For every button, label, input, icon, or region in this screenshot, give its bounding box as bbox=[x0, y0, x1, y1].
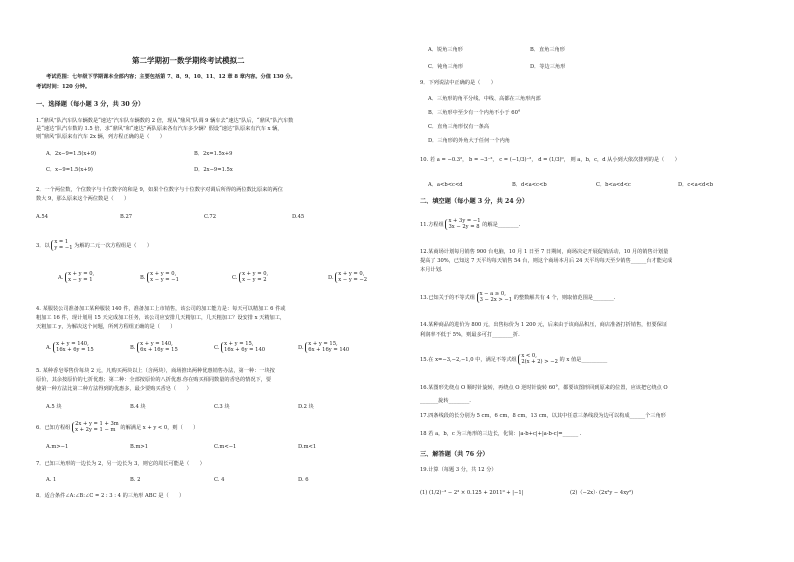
q4-line2: 粗加工 16 件，现计划用 15 天完成加工任务，该公司应安排几天精加工，几天粗加工？设安排 x 天精加工， bbox=[36, 315, 286, 321]
q3-prefix: 3．以 bbox=[36, 243, 50, 249]
q11-prefix: 11.方程组 bbox=[420, 222, 444, 228]
section-choice-heading: 一、选择题（每小题 3 分，共 30 分） bbox=[36, 101, 145, 108]
q10-option-b: B．d<a<c<b bbox=[512, 182, 547, 188]
q11-suffix: 的解是________. bbox=[482, 222, 521, 228]
q4-option-c bbox=[214, 342, 265, 353]
exam-title: 第二学期初一数学期终考试模拟二 bbox=[132, 56, 245, 65]
q15-system bbox=[518, 354, 558, 365]
q11-eq1: x + 3y = −1 bbox=[448, 218, 481, 224]
q3-option-d-label: D. bbox=[328, 275, 334, 281]
q7-stem: 7．已知三角形的一边长为 2，另一边长为 3，则它的周长可能是（ ） bbox=[36, 461, 205, 467]
q4-b-eq1: x + y = 140, bbox=[140, 341, 173, 347]
q10-option-a: A．a<b<c<d bbox=[428, 182, 463, 188]
q1-option-a: A．2x−9=1.5(x+9) bbox=[46, 151, 97, 157]
q4-option-c-system bbox=[221, 342, 265, 353]
q13-stem bbox=[420, 292, 615, 303]
q7-option-c: C. 4 bbox=[214, 477, 225, 483]
q3-c-eq2: x − y = 2 bbox=[242, 276, 267, 283]
q19-stem: 19.计算（每题 3 分，共 12 分） bbox=[420, 467, 497, 473]
section-fill-heading: 二、填空题（每小题 3 分，共 24 分） bbox=[420, 198, 529, 205]
q3-option-a-system bbox=[65, 272, 94, 283]
q15-stem bbox=[420, 354, 607, 365]
q3-option-d bbox=[328, 272, 367, 283]
q7-option-b: B. 2 bbox=[130, 477, 141, 483]
q2-option-b: B.27 bbox=[120, 214, 133, 220]
q3-b-eq2: x − y = −1 bbox=[150, 276, 179, 283]
q10-stem: 10. 若 a = −0.3²， b = −3⁻²， c = (−1/3)⁻²， d = (1/3)⁰， 则 a，b，c，d 从小到大依次排列的是（ ） bbox=[420, 157, 680, 163]
q17-stem: 17.四条线段的长分别为 5 cm，6 cm，8 cm，13 cm，以其中任意三条线段为边可以构成______个三角形 bbox=[420, 413, 666, 419]
q3-option-c-system bbox=[239, 272, 268, 283]
q4-d-eq1: x + y = 15, bbox=[308, 341, 338, 347]
q4-option-d-label: D. bbox=[298, 345, 304, 351]
q4-a-eq2: 16x + 6y = 15 bbox=[56, 346, 94, 353]
q8-stem: 8．适合条件∠A:∠B:∠C = 2 : 3 : 4 的三角形 ABC 是（ ） bbox=[36, 493, 185, 499]
q4-option-d bbox=[298, 342, 349, 353]
q4-option-b-label: B. bbox=[130, 345, 136, 351]
q3-option-b-system bbox=[147, 272, 179, 283]
q18-stem: 18 若 a，b，c 为三角形的三边长，化简：|a-b+c|+|a-b-c|=______ . bbox=[420, 431, 582, 437]
q3-stem bbox=[36, 240, 152, 251]
q6-option-c: C.m<−1 bbox=[214, 444, 237, 450]
q4-line1: 4. 某服装公司准备加工某种服装 140 件，准备加工上市销售，该公司的加工能力是：每天可以精加工 6 件或 bbox=[36, 306, 286, 312]
q1-line3: 则“鼎风”队原来有汽车 2x 辆，列方程正确的是（ ） bbox=[36, 134, 165, 140]
q15-eq1: x < 0, bbox=[521, 353, 537, 359]
q3-d-eq2: x − y = −2 bbox=[338, 276, 368, 283]
q7-option-d: D. 6 bbox=[298, 477, 309, 483]
q6-option-d: D.m<1 bbox=[298, 444, 317, 450]
q3-b-eq1: x + y = 0, bbox=[150, 271, 177, 277]
q5-line3: 使第一种方法比第二种方法得到的优惠多，最少要购买香皂（ ） bbox=[36, 386, 192, 392]
q14-line1: 14.某种商品的进价为 800 元，出售标价为 1 200 元，后来由于该商品积压，商店准备打折销售，但要保证 bbox=[420, 322, 668, 328]
q8-option-a: A．锐角三角形 bbox=[428, 47, 463, 53]
q9-option-a: A．三角形的角平分线、中线、高都在三角形内部 bbox=[428, 96, 541, 102]
q3-option-a-label: A. bbox=[58, 275, 64, 281]
q1-line1: 1.“鼎风”队汽车队车辆数是“速达”汽车队车辆数的 2 倍，现从“鼎风”队调 9 辆车去“速达”队后，“鼎风”队汽车数 bbox=[36, 118, 294, 124]
q6-eq1: 2x + y = 1 + 3m bbox=[75, 421, 119, 427]
q2-option-d: D.45 bbox=[292, 214, 305, 220]
q11-stem bbox=[420, 219, 520, 230]
q4-option-a-label: A. bbox=[46, 345, 52, 351]
q4-option-c-label: C. bbox=[214, 345, 220, 351]
q4-c-eq2: 16x + 6y = 140 bbox=[224, 346, 266, 353]
q16-line1: 16.某图形先绕点 O 顺时针旋转，再绕点 O 逆时针旋转 60°，都要该图形回到原来的位置，应该把它绕点 O bbox=[420, 385, 668, 391]
q8-option-d: D．等边三角形 bbox=[530, 64, 566, 70]
q3-eq1: x = 1 bbox=[54, 239, 69, 245]
q5-option-a: A.5 块 bbox=[46, 404, 62, 410]
q6-system bbox=[72, 422, 119, 433]
q3-d-eq1: x + y = 0, bbox=[338, 271, 365, 277]
q2-line2: 数大 9，那么原来这个两位数是（ ） bbox=[36, 196, 130, 202]
q4-option-d-system bbox=[305, 342, 349, 353]
q6-option-b: B.m>1 bbox=[130, 444, 149, 450]
q15-eq2: 2(x + 2) > −2 bbox=[521, 358, 558, 365]
q4-d-eq2: 6x + 16y = 140 bbox=[308, 346, 350, 353]
q8-option-b: B．直角三角形 bbox=[530, 47, 565, 53]
q4-b-eq2: 6x + 16y = 15 bbox=[140, 346, 178, 353]
q9-option-c: C．直角三角形仅有一条高 bbox=[428, 124, 490, 130]
q14-line2: 利润率不低于 5%，则最多可打________折. bbox=[420, 332, 520, 338]
q4-option-a bbox=[46, 342, 94, 353]
q9-option-b: B．三角形中至少有一个内角不小于 60° bbox=[428, 110, 521, 116]
q6-eq2: x + 2y = 1 − m bbox=[75, 426, 116, 433]
exam-note: 考试范围：七年级下学期课本全部内容；主要包括第 7、8、9、10、11、12 章 8 章内容。分值 130 分。 bbox=[46, 74, 296, 80]
q4-option-b bbox=[130, 342, 178, 353]
q5-line2: 原价，其余按原价的七折优惠；第二种：全部按原价的八折优惠.你在购买相同数量的香皂的情况下，要 bbox=[36, 377, 272, 383]
q3-option-b-label: B. bbox=[140, 275, 146, 281]
q3-option-b bbox=[140, 272, 179, 283]
q2-option-a: A.54 bbox=[36, 214, 48, 220]
section-solve-heading: 三、解答题（共 76 分） bbox=[420, 451, 489, 458]
q9-stem: 9．下列说法中正确的是（ ） bbox=[420, 80, 496, 86]
q5-line1: 5. 某种香皂零售价每块 2 元，凡购买两块以上（含两块），商场推出两种优惠销售办法，第一种：一块按 bbox=[36, 368, 275, 374]
q3-eq2: y = −1 bbox=[54, 244, 73, 251]
q13-eq2: 3 − 2x > −1 bbox=[479, 296, 513, 303]
q3-suffix: 为解的二元一次方程组是（ ） bbox=[74, 243, 153, 249]
q16-line2: _______旋转________. bbox=[420, 398, 471, 404]
q3-c-eq1: x + y = 0, bbox=[242, 271, 269, 277]
q5-option-c: C.3 块 bbox=[214, 404, 230, 410]
q4-c-eq1: x + y = 15, bbox=[224, 341, 254, 347]
q4-line3: 天粗加工 y，为解决这个问题，所列方程组正确的是（ ） bbox=[36, 324, 176, 330]
q9-option-d: D．三角形的外角大于任何一个内角 bbox=[428, 138, 510, 144]
q6-stem bbox=[36, 422, 198, 433]
q4-option-a-system bbox=[53, 342, 94, 353]
q6-prefix: 6．已知方程组 bbox=[36, 425, 71, 431]
q15-suffix: 的 x 值是__________ bbox=[559, 357, 608, 363]
q12-line3: 本月计划. bbox=[420, 267, 443, 273]
q10-option-d: D．c<a<d<b bbox=[678, 182, 714, 188]
q11-system bbox=[445, 219, 480, 230]
q7-option-a: A. 1 bbox=[46, 477, 57, 483]
q19-part2: (2)（−2x）· (2x²y − 4xy²) bbox=[570, 490, 634, 496]
q4-option-b-system bbox=[137, 342, 178, 353]
q1-option-b: B．2x=1.5x+9 bbox=[194, 151, 233, 157]
q15-prefix: 15.在 x=−3,−2,−1,0 中，满足不等式组 bbox=[420, 357, 517, 363]
q13-prefix: 13.已知关于的不等式组 bbox=[420, 295, 475, 301]
q3-option-c bbox=[232, 272, 268, 283]
q12-line2: 提高了 30%，已知这 7 天平均每天销售 54 台，则这个商场本月后 24 天平均每天至少销售______台才能完成 bbox=[420, 258, 673, 264]
q3-option-d-system bbox=[335, 272, 367, 283]
q3-a-eq1: x + y = 0, bbox=[68, 271, 95, 277]
q4-a-eq1: x + y = 140, bbox=[56, 341, 89, 347]
q3-option-a bbox=[58, 272, 94, 283]
q12-line1: 12.某商场计划每月销售 900 台电脑，10 月 1 日至 7 日期间，商场决定开展促销活动，10 月的销售计划量 bbox=[420, 249, 669, 255]
q3-option-c-label: C. bbox=[232, 275, 238, 281]
q13-system bbox=[477, 292, 512, 303]
q8-option-c: C．钝角三角形 bbox=[428, 64, 464, 70]
q6-suffix: 的解满足 x + y < 0，则（ ） bbox=[120, 425, 199, 431]
q5-option-d: D.2 块 bbox=[298, 404, 314, 410]
q3-a-eq2: x − y = 1 bbox=[68, 276, 93, 283]
q13-eq1: x − a ≥ 0, bbox=[479, 291, 506, 297]
q1-option-d: D．2x−9=1.5x bbox=[194, 167, 233, 173]
exam-time: 考试时间：120 分钟。 bbox=[36, 84, 91, 90]
q13-suffix: 的整数解共有 4 个，则取值范围是________. bbox=[513, 295, 616, 301]
q10-option-c: C．b<a<d<c bbox=[596, 182, 631, 188]
q5-option-b: B.4 块 bbox=[130, 404, 146, 410]
q11-eq2: 3x − 2y = 8 bbox=[448, 223, 480, 230]
q2-line1: 2．一个两位数，个位数字与十位数字的和是 9，如果个位数字与十位数字对调后所得的两位数比原来的两位 bbox=[36, 187, 283, 193]
q2-option-c: C.72 bbox=[204, 214, 217, 220]
q1-option-c: C．x−9=1.5(x+9) bbox=[46, 167, 93, 173]
q6-option-a: A.m>−1 bbox=[46, 444, 69, 450]
q1-line2: 是“速达”队汽车数的 1.5 倍，求“鼎风”和“速达”两队原来各有汽车多少辆？假设“速达”队原来有汽车 x 辆， bbox=[36, 126, 283, 132]
q19-part1: (1) (1/2)⁻³ − 2³ × 0.125 + 2011⁰ + |−1| bbox=[420, 490, 524, 496]
q3-system bbox=[51, 240, 72, 251]
